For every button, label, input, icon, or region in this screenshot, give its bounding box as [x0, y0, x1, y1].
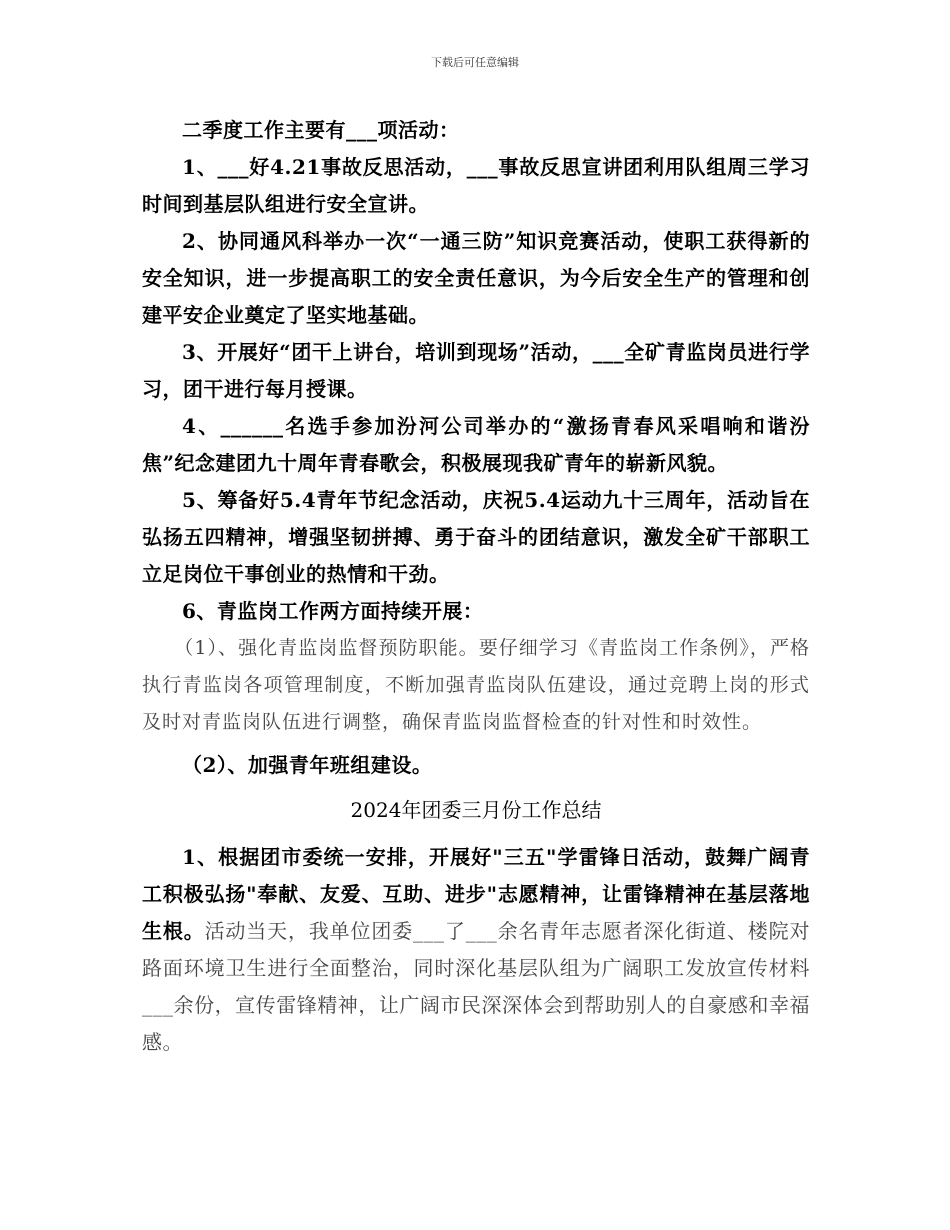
list-item-6: 6、青监岗工作两方面持续开展：: [182, 599, 484, 623]
page-header: 下载后可任意编辑: [431, 56, 519, 69]
sub-item-1: （1）、强化青监岗监督预防职能。要仔细学习《青监岗工作条例》，严格执行青监岗各项管理制度，不断加强青监岗队伍建设，通过竞聘上岗的形式及时对青监岗队伍进行调整，确保青监岗监督检查的针对性和时效性。: [142, 637, 810, 733]
list-item-3: 3、开展好“团干上讲台，培训到现场”活动，___全矿青监岗员进行学习，团干进行每月授课。: [142, 340, 810, 401]
list-item-5: 5、筹备好5.4青年节纪念活动，庆祝5.4运动九十三周年，活动旨在弘扬五四精神，增强坚韧拼搏、勇于奋斗的团结意识，激发全矿干部职工立足岗位干事创业的热情和干劲。: [142, 488, 810, 586]
list-item-1: 1、___好4.21事故反思活动，___事故反思宣讲团利用队组周三学习时间到基层队组进行安全宣讲。: [142, 155, 810, 216]
sub-item-2: （2）、加强青年班组建设。: [182, 753, 433, 777]
list-item-4: 4、______名选手参加汾河公司举办的“激扬青春风采唱响和谐汾焦”纪念建团九十周年青春歌会，积极展现我矿青年的崭新风貌。: [142, 414, 810, 475]
summary-paragraph: [142, 839, 810, 1061]
section-title: 2024年团委三月份工作总结: [350, 798, 602, 822]
summary-bold-text: 1、根据团市委统一安排，开展好"三五"学雷锋日活动，鼓舞广阔青工积极弘扬"奉献、友爱、互助、进步"志愿精神，让雷锋精神在基层落地生根。: [142, 845, 810, 943]
list-item-2: 2、协同通风科举办一次“一通三防”知识竞赛活动，使职工获得新的安全知识，进一步提高职工的安全责任意识，为今后安全生产的管理和创建平安企业奠定了坚实地基础。: [142, 229, 810, 327]
document-body: [142, 112, 810, 1061]
summary-light-text: 活动当天，我单位团委___了___余名青年志愿者深化街道、楼院对路面环境卫生进行全面整治，同时深化基层队组为广阔职工发放宣传材料___余份，宣传雷锋精神，让广阔市民深深体会到帮助别人的自豪感和幸福感。: [142, 919, 811, 1054]
section-intro: 二季度工作主要有___项活动：: [182, 118, 460, 142]
